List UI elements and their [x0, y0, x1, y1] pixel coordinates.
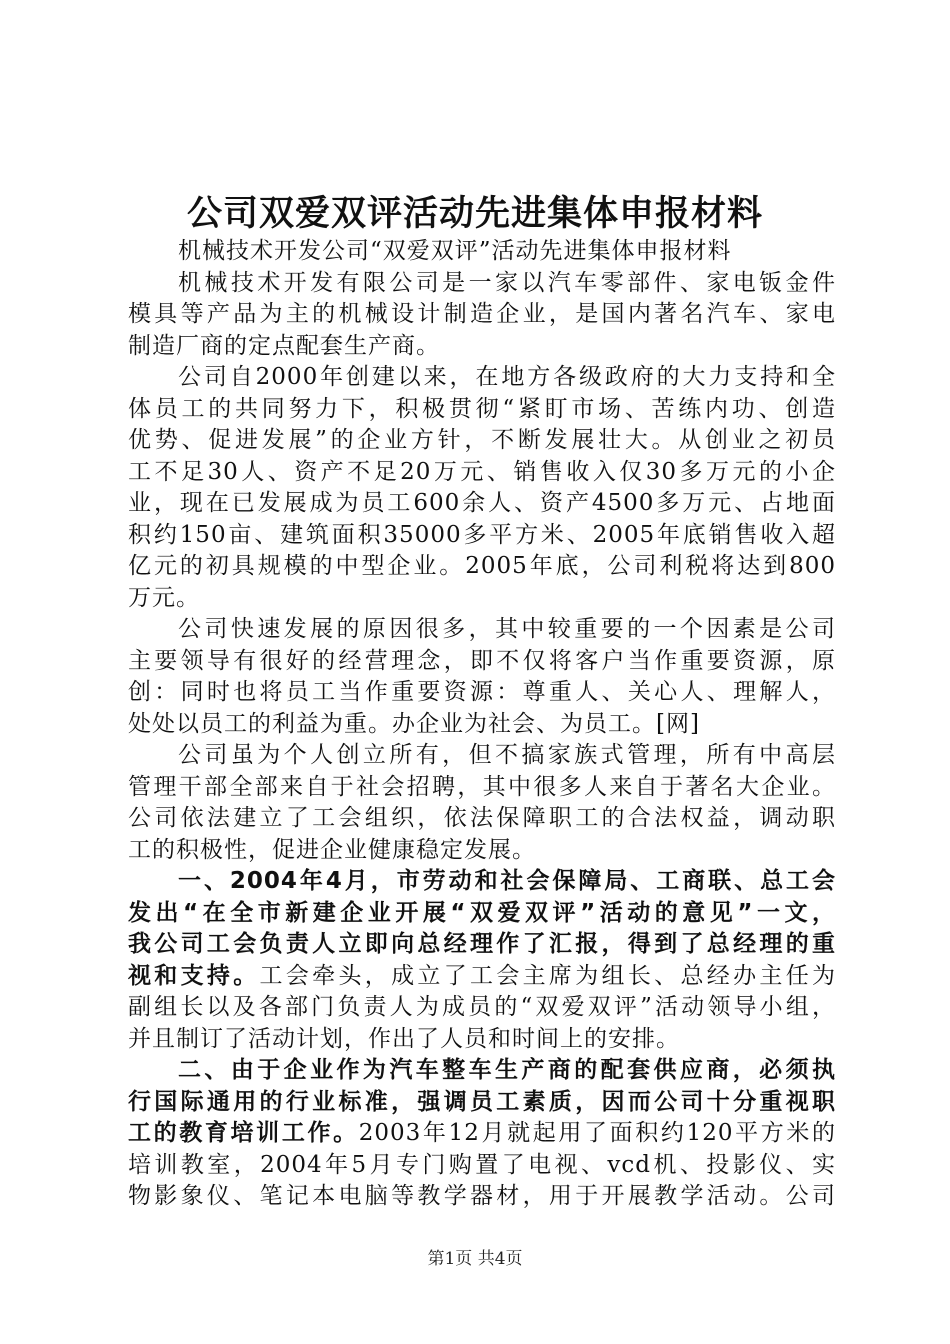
text-segment: 业，现在已发展成为员工600余人、资产4500多万元、占地面	[128, 490, 836, 516]
body-text-line	[128, 614, 836, 646]
text-segment: 工的积极性，促进企业健康稳定发展。	[128, 836, 536, 863]
text-segment: 万元。	[128, 584, 200, 611]
text-segment: 模具等产品为主的机械设计制造企业，是国内著名汽车、家电	[128, 301, 836, 327]
body-text-line	[128, 898, 836, 930]
text-segment: 管理干部全部来自于社会招聘，其中很多人来自于著名大企业。	[128, 773, 836, 800]
text-segment: 并且制订了活动计划，作出了人员和时间上的安排。	[128, 1025, 680, 1052]
text-segment: 创：同时也将员工当作重要资源：尊重人、关心人、理解人，	[128, 679, 836, 705]
bold-text-segment: 发出“在全市新建企业开展“双爱双评”活动的意见”一文，	[128, 899, 836, 926]
body-text-line	[128, 961, 836, 993]
page-footer: 第1页 共4页	[427, 1249, 523, 1269]
body-text-line	[128, 1087, 836, 1119]
text-segment: 制造厂商的定点配套生产商。	[128, 332, 440, 359]
text-segment: 培训教室，2004年5月专门购置了电视、vcd机、投影仪、实	[128, 1151, 836, 1178]
body-text-line	[128, 740, 836, 772]
text-segment: 公司自2000年创建以来，在地方各级政府的大力支持和全	[178, 364, 836, 390]
body-text-line	[128, 1024, 836, 1056]
text-segment: 副组长以及各部门负责人为成员的“双爱双评”活动领导小组，	[128, 994, 836, 1020]
document-body	[128, 236, 836, 1213]
body-text-line	[128, 394, 836, 426]
body-text-line	[128, 1150, 836, 1182]
body-text-line	[128, 1181, 836, 1213]
bold-text-segment: 我公司工会负责人立即向总经理作了汇报，得到了总经理的重	[128, 931, 836, 957]
body-text-line	[128, 709, 836, 741]
body-text-line	[128, 677, 836, 709]
bold-text-segment: 一、2004年4月，市劳动和社会保障局、工商联、总工会	[178, 868, 836, 894]
body-text-line	[128, 992, 836, 1024]
body-text-line	[128, 331, 836, 363]
bold-text-segment: 视和支持。	[128, 962, 260, 989]
body-text-line	[128, 866, 836, 898]
text-segment: 体员工的共同努力下，积极贯彻“紧盯市场、苦练内功、创造	[128, 395, 836, 422]
text-segment: 处处以员工的利益为重。办企业为社会、为员工。[网]	[128, 710, 700, 737]
body-text-line	[128, 1055, 836, 1087]
text-segment: 工会牵头，成立了工会主席为组长、总经办主任为	[259, 962, 836, 989]
text-segment: 公司依法建立了工会组织，依法保障职工的合法权益，调动职	[128, 805, 836, 831]
body-text-line	[128, 583, 836, 615]
text-segment: 物影象仪、笔记本电脑等教学器材，用于开展教学活动。公司	[128, 1183, 836, 1209]
body-text-line	[128, 1118, 836, 1150]
body-text-line	[128, 236, 836, 268]
bold-text-segment: 二、由于企业作为汽车整车生产商的配套供应商，必须执	[178, 1057, 836, 1083]
body-text-line	[128, 520, 836, 552]
body-text-line	[128, 803, 836, 835]
text-segment: 优势、促进发展”的企业方针，不断发展壮大。从创业之初员	[128, 427, 836, 453]
text-segment: 积约150亩、建筑面积35000多平方米、2005年底销售收入超	[128, 521, 836, 548]
body-text-line	[128, 646, 836, 678]
document-title: 公司双爱双评活动先进集体申报材料	[186, 194, 763, 234]
text-segment: 2003年12月就起用了面积约120平方米的	[358, 1120, 836, 1146]
body-text-line	[128, 457, 836, 489]
body-text-line	[128, 362, 836, 394]
text-segment: 主要领导有很好的经营理念，即不仅将客户当作重要资源，原	[128, 647, 836, 674]
body-text-line	[128, 551, 836, 583]
text-segment: 机械技术开发有限公司是一家以汽车零部件、家电钣金件	[178, 269, 836, 296]
body-text-line	[128, 929, 836, 961]
body-text-line	[128, 299, 836, 331]
bold-text-segment: 工的教育培训工作。	[128, 1120, 359, 1146]
body-text-line	[128, 268, 836, 300]
body-text-line	[128, 772, 836, 804]
text-segment: 工不足30人、资产不足20万元、销售收入仅30多万元的小企	[128, 458, 836, 485]
text-segment: 机械技术开发公司“双爱双评”活动先进集体申报材料	[178, 238, 732, 264]
text-segment: 公司快速发展的原因很多，其中较重要的一个因素是公司	[178, 616, 836, 642]
bold-text-segment: 行国际通用的行业标准，强调员工素质，因而公司十分重视职	[128, 1088, 836, 1115]
body-text-line	[128, 488, 836, 520]
text-segment: 公司虽为个人创立所有，但不搞家族式管理，所有中高层	[178, 742, 836, 768]
text-segment: 亿元的初具规模的中型企业。2005年底，公司利税将达到800	[128, 553, 836, 579]
body-text-line	[128, 835, 836, 867]
body-text-line	[128, 425, 836, 457]
